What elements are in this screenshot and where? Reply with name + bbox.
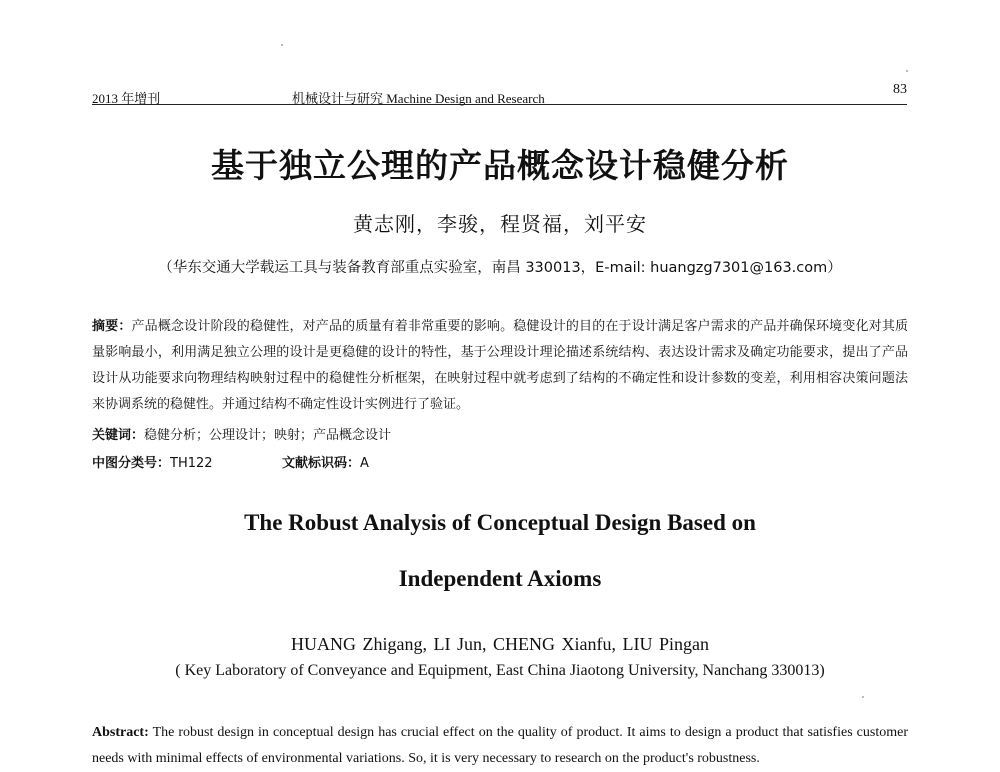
running-header: [92, 82, 907, 105]
english-affiliation: ( Key Laboratory of Conveyance and Equipment, East China Jiaotong University, Nanchang 330013): [175, 662, 825, 679]
scan-speck: [862, 696, 864, 698]
english-title-line-1: The Robust Analysis of Conceptual Design Based on: [244, 510, 756, 535]
chinese-abstract-label: 摘要：: [92, 319, 132, 334]
chinese-abstract: [92, 314, 908, 418]
chinese-keywords: [92, 424, 908, 443]
doc-label: 文献标识码：: [282, 456, 361, 471]
issue-label: 2013 年增刊: [92, 91, 161, 106]
doc-value: A: [360, 456, 369, 471]
chinese-affiliation: （华东交通大学载运工具与装备教育部重点实验室，南昌 330013，E-mail: huangzg7301@163.com）: [158, 260, 842, 276]
page-number: 83: [893, 82, 907, 97]
keywords-label: 关键词：: [92, 428, 145, 443]
journal-name: 机械设计与研究 Machine Design and Research: [292, 91, 545, 106]
scan-speck: [281, 44, 283, 46]
class-label: 中图分类号：: [92, 456, 171, 471]
english-abstract-text: The robust design in conceptual design has crucial effect on the quality of product. It aims to design a product that satisfies customer needs with minimal effects of environmental variations. So, it is very necessary to research on the product's robustness.: [92, 725, 909, 766]
english-title-line-2: Independent Axioms: [398, 566, 602, 591]
scan-speck: [906, 70, 908, 72]
doc-code: [282, 452, 369, 471]
class-value: TH122: [170, 456, 213, 471]
english-abstract-label: Abstract:: [92, 725, 149, 740]
english-authors: HUANG Zhigang, LI Jun, CHENG Xianfu, LIU Pingan: [291, 634, 709, 654]
english-abstract: [92, 720, 909, 766]
chinese-title: 基于独立公理的产品概念设计稳健分析: [211, 146, 789, 185]
chinese-abstract-text: 产品概念设计阶段的稳健性，对产品的质量有着非常重要的影响。稳健设计的目的在于设计满足客户需求的产品并确保环境变化对其质量影响最小，利用满足独立公理的设计是更稳健的设计的特性，基于公理设计理论描述系统结构、表达设计需求及确定功能要求，提出了产品设计从功能要求向物理结构映射过程中的稳健性分析框架，在映射过程中就考虑到了结构的不确定性和设计参数的变差，利用相容决策问题法来协调系统的稳健性。并通过结构不确定性设计实例进行了验证。: [92, 319, 908, 412]
classification-line: [92, 452, 908, 471]
keywords-text: 稳健分析；公理设计；映射；产品概念设计: [144, 428, 392, 443]
chinese-authors: 黄志刚，李骏，程贤福，刘平安: [353, 212, 647, 236]
